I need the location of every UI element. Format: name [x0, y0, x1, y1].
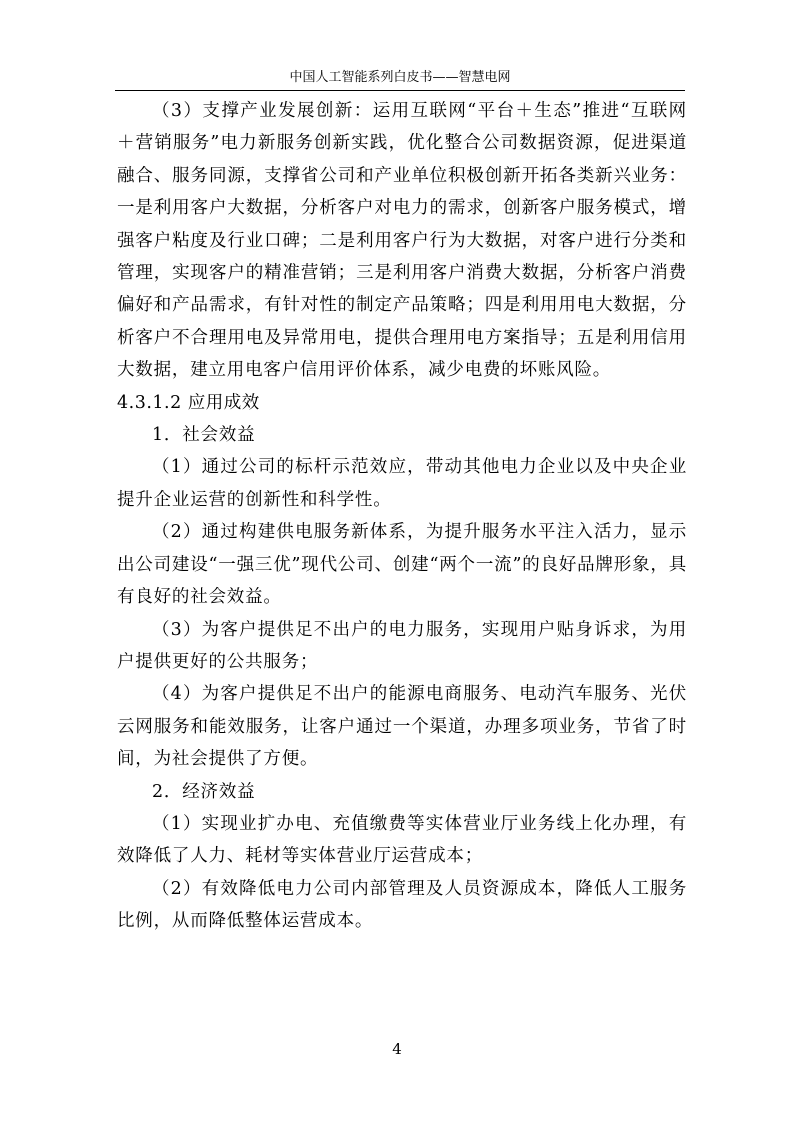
section-heading: 4.3.1.2 应用成效: [117, 392, 260, 413]
paragraph-social-benefit-1: （1）通过公司的标杆示范效应，带动其他电力企业以及中央企业提升企业运营的创新性和科学性。: [117, 457, 687, 510]
document-body: [117, 95, 687, 938]
paragraph-social-benefit-2: （2）通过构建供电服务新体系，为提升服务水平注入活力，显示出公司建设“一强三优”现代公司、创建“两个一流”的良好品牌形象，具有良好的社会效益。: [117, 522, 687, 608]
paragraph-economic-benefit-1: （1）实现业扩办电、充值缴费等实体营业厅业务线上化办理，有效降低了人力、耗材等实体营业厅运营成本；: [117, 813, 687, 867]
header-rule: [115, 90, 685, 91]
subheading-social-benefits: 1．社会效益: [152, 425, 256, 446]
subheading-economic-benefits: 2．经济效益: [152, 781, 256, 802]
paragraph-social-benefit-4: （4）为客户提供足不出户的能源电商服务、电动汽车服务、光伏云网服务和能效服务，让客户通过一个渠道，办理多项业务，节省了时间，为社会提供了方便。: [117, 684, 687, 770]
paragraph-industry-innovation: （3）支撑产业发展创新：运用互联网“平台＋生态”推进“互联网＋营销服务”电力新服务创新实践，优化整合公司数据资源，促进渠道融合、服务同源，支撑省公司和产业单位积极创新开拓各类新兴业务：一是利用客户大数据，分析客户对电力的需求，创新客户服务模式，增强客户粘度及行业口碑；二是利用客户行为大数据，对客户进行分类和管理，实现客户的精准营销；三是利用客户消费大数据，分析客户消费偏好和产品需求，有针对性的制定产品策略；四是利用用电大数据，分析客户不合理用电及异常用电，提供合理用电方案指导；五是利用信用大数据，建立用电客户信用评价体系，减少电费的坏账风险。: [117, 101, 687, 381]
page-header: 中国人工智能系列白皮书——智慧电网: [289, 70, 511, 85]
paragraph-economic-benefit-2: （2）有效降低电力公司内部管理及人员资源成本，降低人工服务比例，从而降低整体运营成本。: [117, 878, 687, 932]
paragraph-social-benefit-3: （3）为客户提供足不出户的电力服务，实现用户贴身诉求，为用户提供更好的公共服务；: [117, 619, 687, 672]
page-number: 4: [392, 1040, 402, 1058]
